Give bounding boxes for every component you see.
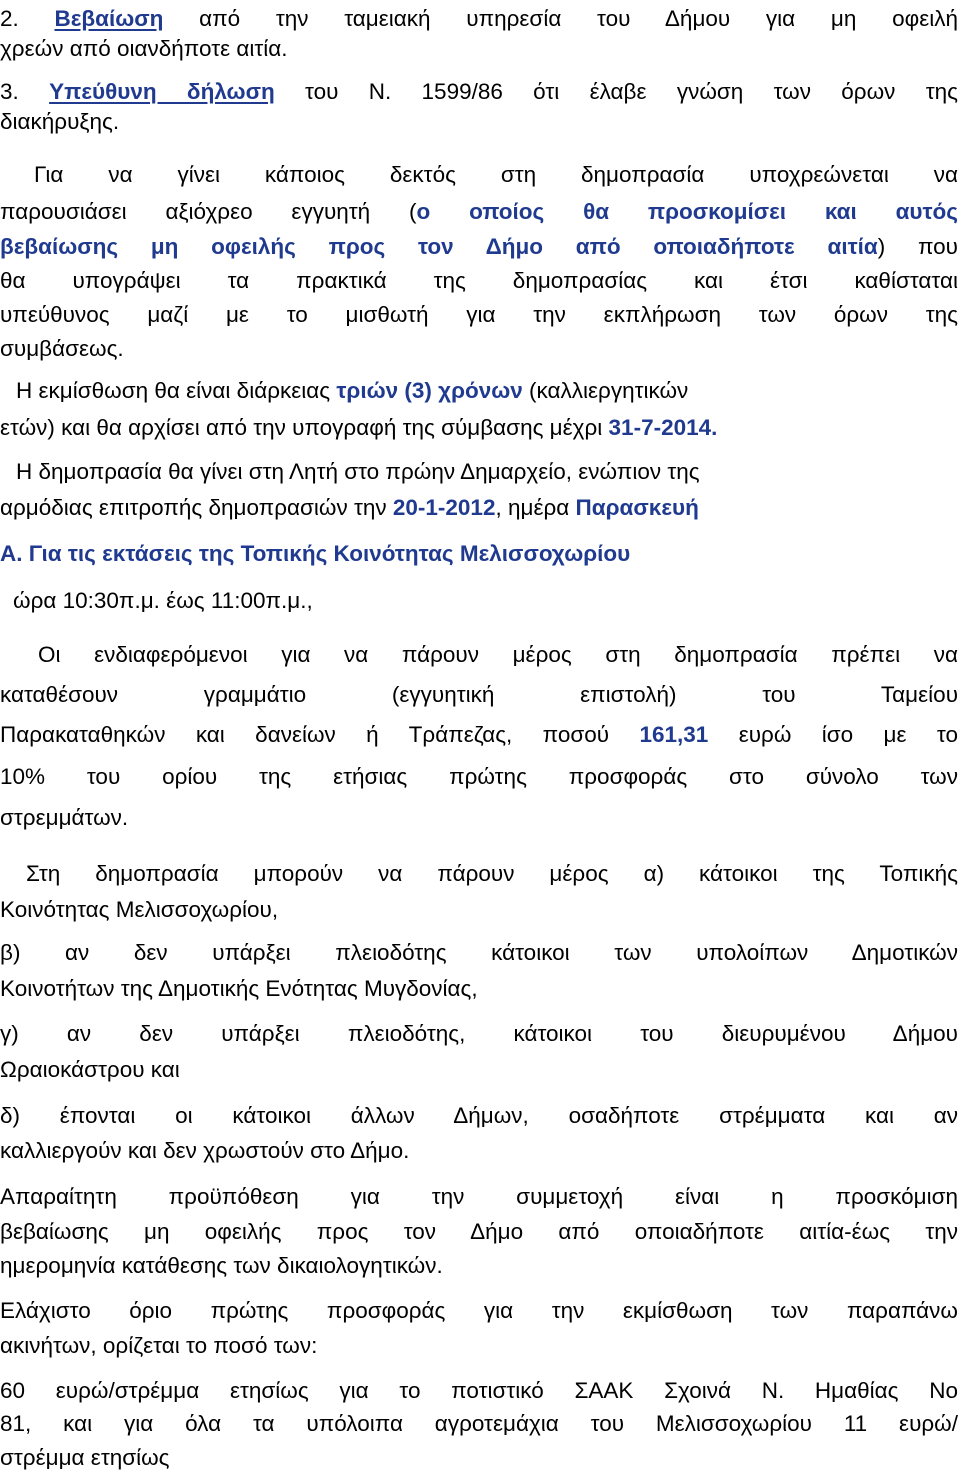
participants-line-6: Ωραιοκάστρου και <box>0 1057 180 1082</box>
deposit-line-3 <box>0 720 958 750</box>
participants-line-1: Στη δημοπρασία μπορούν να πάρουν μέρος α) κάτοικοι της Τοπικής <box>26 861 958 886</box>
auction-text: , ημέρα <box>495 495 576 520</box>
item-2-heading-link[interactable]: Βεβαίωση <box>54 6 164 31</box>
deposit-text: ευρώ ίσο με το <box>708 722 959 747</box>
deposit-line-1: Οι ενδιαφερόμενοι για να πάρουν μέρος στη δημοπρασία πρέπει να <box>38 642 958 667</box>
guarantor-line-2 <box>0 197 958 227</box>
deposit-amount: 161,31 <box>639 722 709 747</box>
item-3-line-2: διακήρυξης. <box>0 109 120 134</box>
participants-line-5: γ) αν δεν υπάρξει πλειοδότης, κάτοικοι του διευρυμένου Δήμου <box>0 1021 958 1046</box>
item-2-line-1 <box>0 4 958 34</box>
minbid-line-2: ακινήτων, ορίζεται το ποσό των: <box>0 1333 318 1358</box>
deposit-line-2: καταθέσουν γραμμάτιο (εγγυητική επιστολή) του Ταμείου <box>0 682 958 707</box>
item-2-line-2: χρεών από οιανδήποτε αιτία. <box>0 36 288 61</box>
prereq-line-3: ημερομηνία κατάθεσης των δικαιολογητικών. <box>0 1253 443 1278</box>
lease-line-2 <box>0 413 958 443</box>
auction-day: Παρασκευή <box>575 495 699 520</box>
prereq-line-1: Απαραίτητη προϋπόθεση για την συμμετοχή είναι η προσκόμιση <box>0 1184 958 1209</box>
auction-section-heading: Α. Για τις εκτάσεις της Τοπικής Κοινότητας Μελισσοχωρίου <box>0 541 631 566</box>
lease-duration: τριών (3) χρόνων <box>336 378 523 403</box>
lease-end-date: 31-7-2014. <box>608 415 718 440</box>
guarantor-text: παρουσιάσει αξιόχρεο εγγυητή ( <box>0 199 417 224</box>
item-3-text: του Ν. 1599/86 ότι έλαβε γνώση των όρων της <box>274 79 958 104</box>
minbid-line-1: Ελάχιστο όριο πρώτης προσφοράς για την εκμίσθωση των παραπάνω <box>0 1298 958 1323</box>
guarantor-emphasis: βεβαίωσης μη οφειλής προς τον Δήμο από οποιαδήποτε αιτία <box>0 234 878 259</box>
auction-text: αρμόδιας επιτροπής δημοπρασιών την <box>0 495 393 520</box>
minbid-line-3: 60 ευρώ/στρέμμα ετησίως για το ποτιστικό ΣΑΑΚ Σχοινά Ν. Ημαθίας Νο <box>0 1378 958 1403</box>
participants-line-4: Κοινοτήτων της Δημοτικής Ενότητας Μυγδονίας, <box>0 976 478 1001</box>
prereq-line-2: βεβαίωσης μη οφειλής προς τον Δήμο από οποιαδήποτε αιτία-έως την <box>0 1219 958 1244</box>
auction-line-1: Η δημοπρασία θα γίνει στη Λητή στο πρώην Δημαρχείο, ενώπιον της <box>16 459 700 484</box>
guarantor-line-6: συμβάσεως. <box>0 336 124 361</box>
deposit-line-5: στρεμμάτων. <box>0 805 129 830</box>
participants-line-7: δ) έπονται οι κάτοικοι άλλων Δήμων, οσαδήποτε στρέμματα και αν <box>0 1103 958 1128</box>
auction-time: ώρα 10:30π.μ. έως 11:00π.μ., <box>13 588 313 613</box>
auction-line-2 <box>0 493 958 523</box>
deposit-line-4: 10% του ορίου της ετήσιας πρώτης προσφοράς στο σύνολο των <box>0 764 958 789</box>
deposit-text: Παρακαταθηκών και δανείων ή Τράπεζας, ποσού <box>0 722 640 747</box>
item-3-heading-link[interactable]: Υπεύθυνη δήλωση <box>49 79 275 104</box>
participants-line-2: Κοινότητας Μελισσοχωρίου, <box>0 897 279 922</box>
item-number: 3. <box>0 79 50 104</box>
participants-line-8: καλλιεργούν και δεν χρωστούν στο Δήμο. <box>0 1138 410 1163</box>
participants-line-3: β) αν δεν υπάρξει πλειοδότης κάτοικοι των υπολοίπων Δημοτικών <box>0 940 958 965</box>
guarantor-line-4: θα υπογράψει τα πρακτικά της δημοπρασίας και έτσι καθίσταται <box>0 268 958 293</box>
lease-text: ετών) και θα αρχίσει από την υπογραφή της σύμβασης μέχρι <box>0 415 609 440</box>
guarantor-line-1: Για να γίνει κάποιος δεκτός στη δημοπρασία υποχρεώνεται να <box>34 162 958 187</box>
auction-date: 20-1-2012 <box>392 495 496 520</box>
guarantor-text: ) που <box>877 234 958 259</box>
guarantor-line-3 <box>0 232 958 262</box>
lease-line-1 <box>16 376 958 406</box>
lease-text: (καλλιεργητικών <box>522 378 689 403</box>
guarantor-line-5: υπεύθυνος μαζί με το μισθωτή για την εκπλήρωση των όρων της <box>0 302 958 327</box>
minbid-line-4: 81, και για όλα τα υπόλοιπα αγροτεμάχια του Μελισσοχωρίου 11 ευρώ/ <box>0 1411 958 1436</box>
guarantor-emphasis: ο οποίος θα προσκομίσει και αυτός <box>416 199 958 224</box>
item-number: 2. <box>0 6 55 31</box>
minbid-line-5: στρέμμα ετησίως <box>0 1445 170 1470</box>
lease-text: Η εκμίσθωση θα είναι διάρκειας <box>16 378 337 403</box>
item-3-line-1 <box>0 77 958 107</box>
item-2-text: από την ταμειακή υπηρεσία του Δήμου για μη οφειλή <box>163 6 958 31</box>
